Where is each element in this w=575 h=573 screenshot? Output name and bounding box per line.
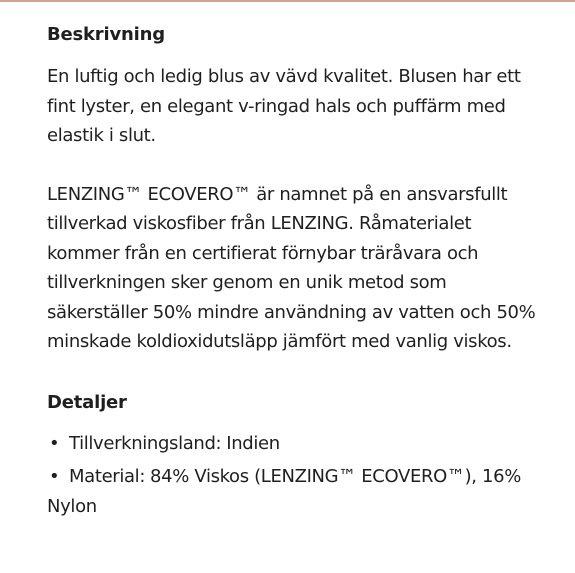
details-heading: Detaljer: [47, 391, 127, 413]
detail-label: Tillverkningsland:: [69, 432, 222, 454]
description-paragraph-2: LENZING™ ECOVERO™ är namnet på en ansvarsfullt tillverkad viskosfiber från LENZING. Råmaterialet kommer från en certifierat förnybar träråvara och tillverkningen sker genom en unik metod som säkerställer 50% mindre användning av vatten och 50% minskade koldioxidutsläpp jämfört med vanlig viskos.: [47, 183, 536, 352]
bullet-icon: •: [49, 432, 60, 454]
list-item: [47, 429, 537, 459]
details-list: [47, 429, 537, 522]
list-item: [47, 462, 537, 521]
top-divider: [0, 0, 575, 2]
description-paragraph-1: En luftig och ledig blus av vävd kvalitet. Blusen har ett fint lyster, en elegant v-ringad hals och puffärm med elastik i slut.: [47, 66, 521, 146]
detail-label: Material:: [69, 466, 146, 487]
bullet-icon: •: [49, 466, 60, 487]
detail-value: 84% Viskos (LENZING™ ECOVERO™), 16% Nylon: [47, 466, 522, 517]
description-heading: Beskrivning: [47, 24, 165, 45]
product-info-panel: [47, 22, 537, 525]
detail-value: Indien: [226, 432, 280, 454]
